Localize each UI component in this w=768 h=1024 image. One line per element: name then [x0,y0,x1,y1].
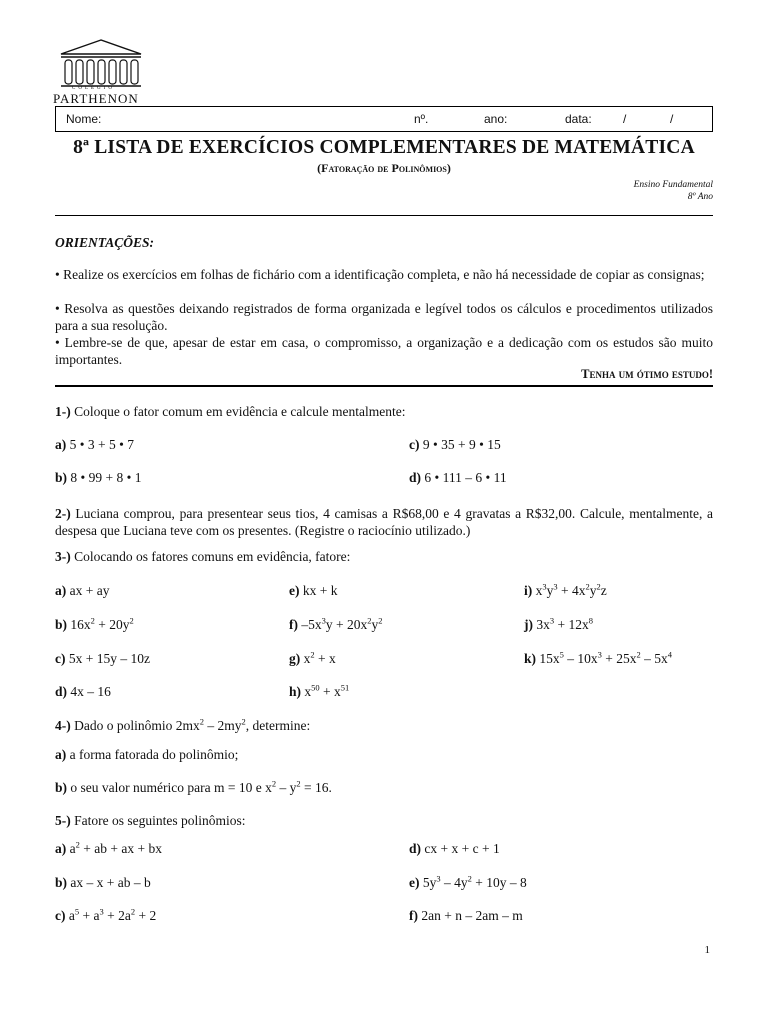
exercise-item: a) 5 • 3 + 5 • 7 [55,437,134,452]
exercise-item: i) $x^3y^3 + 4x^2y^2z$ [524,581,607,598]
exercise-item: a) ax + ay [55,583,110,598]
divider [55,215,713,216]
divider [55,385,713,387]
exercise-item: d) 6 • 111 – 6 • 11 [409,470,507,485]
exercise-item: g) $x^2 + x$ [289,649,336,666]
exercise-item: b) 8 • 99 + 8 • 1 [55,470,142,485]
exercise-item: a) $a^2$ + ab + ax + bx [55,839,162,856]
exercise-item: f) $-5x^3y + 20x^2y^2$ [289,615,383,632]
logo-college-label: COLÉGIO [72,86,115,91]
question-2: 2-) Luciana comprou, para presentear seus tios, 4 camisas a R$68,00 e 4 gravatas a R$32,00. Calcule, mentalmente, a despesa que Luciana teve com os presentes. (Registre o raciocínio utilizado.) [55,506,713,538]
exercise-item: c) $a^5 + a^3 + 2a^2 + 2$ [55,906,157,923]
page-number: 1 [704,944,710,956]
date-label: data: [565,112,592,126]
exercise-item: b) $16x^2 + 20y^2$ [55,615,134,632]
exercise-item: b) o seu valor numérico para m = 10 e $x^2 - y^2 = 16$. [55,778,332,795]
date-slash: / [623,112,627,126]
exercise-item: c) 5x + 15y – 10z [55,651,150,666]
student-info-box [55,106,713,132]
guideline-item: • Realize os exercícios em folhas de fichário com a identificação completa, e não há necessidade de copiar as consignas; [55,267,705,282]
exercise-item: h) $x^{50} + x^{51}$ [289,682,350,699]
number-label: nº. [414,112,429,126]
question-3: 3-) Colocando os fatores comuns em evidência, fatore: [55,549,351,564]
exercise-item: k) $15x^5 - 10x^3 + 25x^2 - 5x^4$ [524,649,673,666]
exercise-item: e) kx + k [289,583,338,598]
guideline-item: • Lembre-se de que, apesar de estar em casa, o compromisso, a organização e a dedicação com os estudos são muito importantes. [55,335,713,367]
exercise-item: d) cx + x + c + 1 [409,841,500,856]
logo-name: PARTHENON [53,91,139,106]
page-title: 8ª LISTA DE EXERCÍCIOS COMPLEMENTARES DE MATEMÁTICA [73,137,695,158]
question-1: 1-) Coloque o fator comum em evidência e calcule mentalmente: [55,404,406,419]
guidelines-title: ORIENTAÇÕES: [55,235,155,250]
name-label: Nome: [66,112,102,126]
question-4: 4-) Dado o polinômio $2mx^2 - 2my^2$, determine: [55,716,311,733]
exercise-item: b) ax – x + ab – b [55,875,151,890]
exercise-item: d) 4x – 16 [55,684,111,699]
page-subtitle: (Fatoração de Polinômios) [317,161,451,175]
exercise-item: a) a forma fatorada do polinômio; [55,747,239,762]
date-slash: / [670,112,674,126]
year-label: ano: [484,112,508,126]
exercise-item: j) $3x^3 + 12x^8$ [524,615,593,632]
education-level: Ensino Fundamental [633,180,713,190]
exercise-item: e) $5y^3 - 4y^2 + 10y - 8$ [409,873,527,890]
question-5: 5-) Fatore os seguintes polinômios: [55,813,246,828]
grade: 8º Ano [687,192,713,202]
exercise-item: f) 2an + n – 2am – m [409,908,523,923]
closing-message: Tenha um ótimo estudo! [581,367,713,381]
exercise-item: c) 9 • 35 + 9 • 15 [409,437,501,452]
guideline-item: • Resolva as questões deixando registrados de forma organizada e legível todos os cálculos e procedimentos utilizados para a sua resolução. [55,301,713,333]
